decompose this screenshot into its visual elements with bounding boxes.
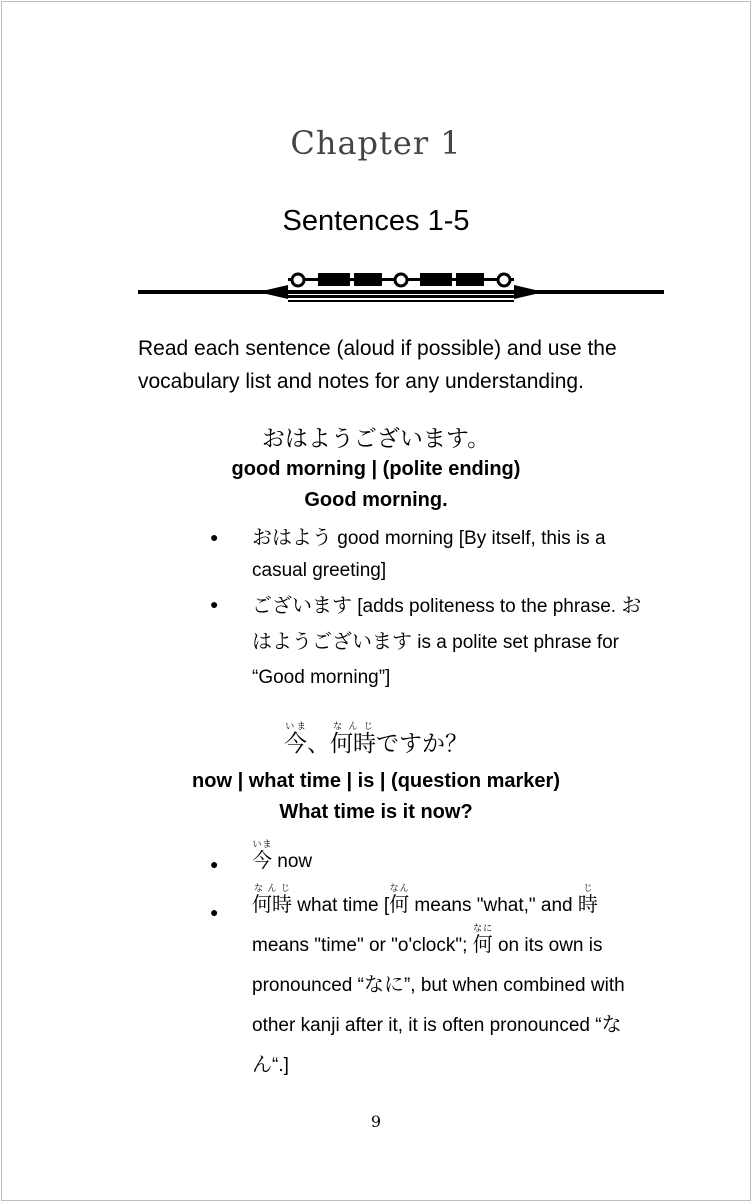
- bullet-icon: ●: [210, 596, 219, 612]
- furigana-nanji: 何時なんじ: [330, 722, 376, 757]
- chapter-title: Chapter 1: [290, 124, 462, 162]
- intro-paragraph: Read each sentence (aloud if possible) and use the vocabulary list and notes for any understanding.: [138, 337, 617, 393]
- ornament-divider-icon: [138, 268, 664, 308]
- vocab-term: 何時なんじ: [252, 884, 292, 916]
- furigana-ima: 今いま: [284, 722, 307, 757]
- vocab-desc: [adds politeness to the phrase.: [352, 596, 622, 617]
- vocab-term: 今いま: [252, 840, 272, 872]
- book-page: [1, 1, 751, 1201]
- sentence-1-gloss: good morning | (polite ending): [231, 458, 521, 480]
- sentence-2-japanese: 今いま、何時なんじですか？: [284, 722, 468, 757]
- sentence-2-translation: What time is it now?: [279, 801, 473, 823]
- section-title: Sentences 1-5: [282, 205, 470, 237]
- sentence-1-translation: Good morning.: [304, 489, 448, 511]
- vocab-desc: now: [272, 851, 313, 872]
- sentence-1-japanese: おはようございます。: [261, 426, 491, 452]
- vocab-item: [210, 588, 650, 695]
- vocab-term-phrase: おはようございます: [252, 593, 642, 653]
- bullet-icon: ●: [210, 856, 219, 872]
- bullet-icon: ●: [210, 529, 219, 545]
- vocab-desc: good morning [By itself, this is a casual greeting]: [252, 528, 606, 581]
- vocab-item: [210, 838, 650, 884]
- vocab-term: おはよう: [252, 525, 332, 549]
- sentence-2-gloss: now | what time | is | (question marker): [192, 770, 560, 792]
- bullet-icon: ●: [210, 904, 219, 920]
- vocab-term: ございます: [252, 593, 352, 617]
- vocab-desc-2: is a polite set phrase for “Good morning”]: [252, 632, 619, 688]
- vocab-item: ● 何時なんじ what time [何なん means "what," and 時じ means "time" or "o'clock"; 何なに on its own is pronounced “なに”, but when combined with other kanji after it, it is often pronounced “なん“.]: [210, 884, 625, 1076]
- page-number: 9: [370, 1112, 382, 1131]
- vocab-item: [210, 521, 650, 587]
